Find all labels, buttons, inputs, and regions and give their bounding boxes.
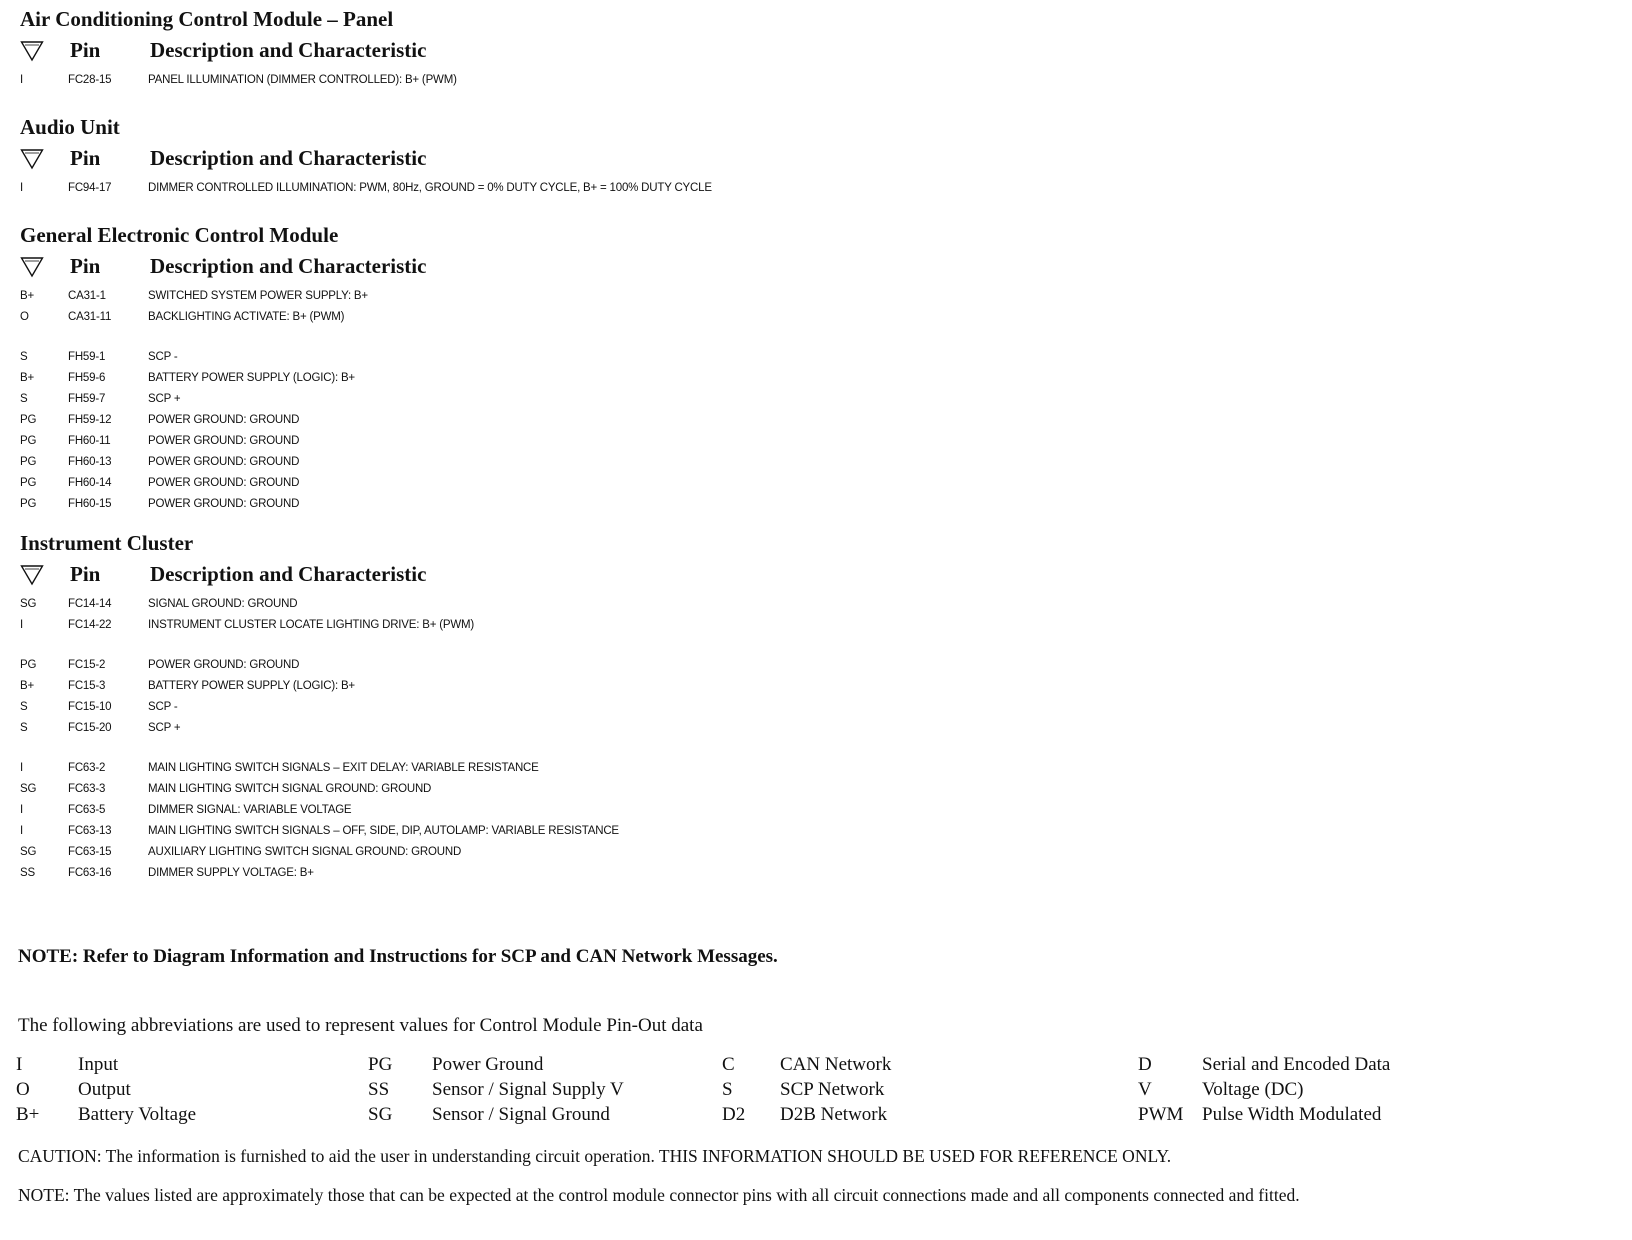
abbreviations-intro: The following abbreviations are used to represent values for Control Module Pin-Out data — [18, 1015, 703, 1036]
column-header — [20, 252, 1580, 286]
signal-type: PG — [20, 477, 37, 489]
abbreviation-code: SG — [368, 1104, 393, 1125]
signal-type: SG — [20, 598, 37, 610]
pin-description: BACKLIGHTING ACTIVATE: B+ (PWM) — [148, 311, 345, 323]
caution-note: CAUTION: The information is furnished to aid the user in understanding circuit operation. THIS INFORMATION SHOULD BE USED FOR REFERENCE ONLY. — [18, 1146, 1172, 1166]
pin-id: FC28-15 — [68, 74, 112, 86]
pin-description: DIMMER SIGNAL: VARIABLE VOLTAGE — [148, 804, 352, 816]
group-spacer — [20, 739, 1580, 758]
signal-type: I — [20, 804, 23, 816]
abbreviation-label: Sensor / Signal Ground — [432, 1104, 610, 1125]
pin-description: SCP + — [148, 393, 181, 405]
signal-type: B+ — [20, 680, 34, 692]
abbreviation-code: V — [1138, 1079, 1152, 1100]
pin-id: FC63-5 — [68, 804, 106, 816]
table-row — [20, 800, 1580, 821]
abbreviation-label: Serial and Encoded Data — [1202, 1054, 1391, 1075]
table-row — [20, 307, 1580, 328]
table-row — [20, 779, 1580, 800]
module-section — [20, 6, 1580, 91]
pin-id: FH59-7 — [68, 393, 106, 405]
signal-type: S — [20, 722, 28, 734]
abbreviation-code: D — [1138, 1054, 1152, 1075]
pin-id: FH60-14 — [68, 477, 112, 489]
table-row — [20, 410, 1580, 431]
module-section — [20, 222, 1580, 515]
signal-type: I — [20, 182, 23, 194]
signal-type: I — [20, 825, 23, 837]
signal-type: S — [20, 351, 28, 363]
pin-description: DIMMER SUPPLY VOLTAGE: B+ — [148, 867, 314, 879]
pin-id: FC15-3 — [68, 680, 106, 692]
pin-description: POWER GROUND: GROUND — [148, 435, 300, 447]
pin-description: PANEL ILLUMINATION (DIMMER CONTROLLED): B+ (PWM) — [148, 74, 457, 86]
description-column-heading: Description and Characteristic — [150, 254, 427, 278]
signal-type: SG — [20, 783, 37, 795]
abbreviation-code: O — [16, 1079, 30, 1100]
table-row — [20, 697, 1580, 718]
signal-type: S — [20, 393, 28, 405]
description-column-heading: Description and Characteristic — [150, 562, 427, 586]
table-row — [20, 389, 1580, 410]
section-title: Air Conditioning Control Module – Panel — [20, 7, 394, 31]
pin-description: DIMMER CONTROLLED ILLUMINATION: PWM, 80Hz, GROUND = 0% DUTY CYCLE, B+ = 100% DUTY CYCLE — [148, 182, 712, 194]
signal-type: O — [20, 311, 29, 323]
table-row — [20, 842, 1580, 863]
type-triangle-icon — [20, 148, 44, 170]
abbreviations-legend — [16, 1052, 1616, 1132]
pin-id: FH60-13 — [68, 456, 112, 468]
pin-description: SCP + — [148, 722, 181, 734]
pin-table — [20, 286, 1580, 515]
section-title: Audio Unit — [20, 115, 120, 139]
abbreviation-label: SCP Network — [780, 1079, 885, 1100]
pin-id: CA31-11 — [68, 311, 112, 323]
table-row — [20, 286, 1580, 307]
signal-type: SS — [20, 867, 35, 879]
pin-column-heading: Pin — [70, 562, 101, 586]
pin-description: POWER GROUND: GROUND — [148, 498, 300, 510]
abbreviation-code: B+ — [16, 1104, 40, 1125]
type-triangle-icon — [20, 40, 44, 62]
network-note: NOTE: Refer to Diagram Information and Instructions for SCP and CAN Network Messages. — [18, 946, 778, 967]
pin-id: FC63-13 — [68, 825, 112, 837]
abbreviation-label: Pulse Width Modulated — [1202, 1104, 1382, 1125]
signal-type: SG — [20, 846, 37, 858]
pin-table — [20, 70, 1580, 91]
pin-id: FC15-10 — [68, 701, 112, 713]
table-row — [20, 718, 1580, 739]
pin-id: FC63-3 — [68, 783, 106, 795]
pin-id: FH59-12 — [68, 414, 112, 426]
signal-type: PG — [20, 659, 37, 671]
signal-type: PG — [20, 456, 37, 468]
pin-id: FC14-22 — [68, 619, 112, 631]
pin-description: POWER GROUND: GROUND — [148, 659, 300, 671]
abbreviation-label: Output — [78, 1079, 131, 1100]
pin-id: FC63-2 — [68, 762, 106, 774]
signal-type: PG — [20, 498, 37, 510]
pin-description: POWER GROUND: GROUND — [148, 477, 300, 489]
table-row — [20, 473, 1580, 494]
abbreviation-code: D2 — [722, 1104, 746, 1125]
abbreviation-code: SS — [368, 1079, 390, 1100]
type-triangle-icon — [20, 564, 44, 586]
module-section — [20, 530, 1580, 884]
abbreviation-label: Power Ground — [432, 1054, 544, 1075]
abbreviation-code: C — [722, 1054, 735, 1075]
abbreviation-code: PWM — [1138, 1104, 1184, 1125]
pin-id: FH59-6 — [68, 372, 106, 384]
group-spacer — [20, 636, 1580, 655]
pin-column-heading: Pin — [70, 146, 101, 170]
description-column-heading: Description and Characteristic — [150, 146, 427, 170]
table-row — [20, 431, 1580, 452]
table-row — [20, 758, 1580, 779]
pin-description: BATTERY POWER SUPPLY (LOGIC): B+ — [148, 680, 355, 692]
table-row — [20, 655, 1580, 676]
abbreviation-label: Sensor / Signal Supply V — [432, 1079, 624, 1100]
pin-id: FH59-1 — [68, 351, 106, 363]
signal-type: I — [20, 619, 23, 631]
pin-id: FC63-16 — [68, 867, 112, 879]
section-title: Instrument Cluster — [20, 531, 194, 555]
column-header — [20, 144, 1580, 178]
abbreviation-code: I — [16, 1054, 23, 1075]
column-header — [20, 36, 1580, 70]
pin-column-heading: Pin — [70, 38, 101, 62]
table-row — [20, 70, 1580, 91]
pin-description: POWER GROUND: GROUND — [148, 456, 300, 468]
abbreviation-code: PG — [368, 1054, 393, 1075]
signal-type: B+ — [20, 290, 34, 302]
pin-description: MAIN LIGHTING SWITCH SIGNALS – OFF, SIDE, DIP, AUTOLAMP: VARIABLE RESISTANCE — [148, 825, 619, 837]
signal-type: PG — [20, 435, 37, 447]
pin-description: AUXILIARY LIGHTING SWITCH SIGNAL GROUND: GROUND — [148, 846, 462, 858]
signal-type: I — [20, 762, 23, 774]
pin-description: MAIN LIGHTING SWITCH SIGNAL GROUND: GROUND — [148, 783, 432, 795]
table-row — [20, 676, 1580, 697]
module-section — [20, 114, 1580, 199]
signal-type: B+ — [20, 372, 34, 384]
pin-id: FC14-14 — [68, 598, 112, 610]
table-row — [20, 821, 1580, 842]
pin-id: CA31-1 — [68, 290, 106, 302]
pin-id: FH60-15 — [68, 498, 112, 510]
pin-description: SWITCHED SYSTEM POWER SUPPLY: B+ — [148, 290, 368, 302]
pin-id: FC15-20 — [68, 722, 112, 734]
pin-id: FH60-11 — [68, 435, 111, 447]
pin-description: SIGNAL GROUND: GROUND — [148, 598, 298, 610]
pin-description: SCP - — [148, 351, 178, 363]
table-row — [20, 452, 1580, 473]
group-spacer — [20, 328, 1580, 347]
pin-description: SCP - — [148, 701, 178, 713]
pin-description: MAIN LIGHTING SWITCH SIGNALS – EXIT DELAY: VARIABLE RESISTANCE — [148, 762, 539, 774]
abbreviation-label: D2B Network — [780, 1104, 888, 1125]
table-row — [20, 347, 1580, 368]
section-title: General Electronic Control Module — [20, 223, 339, 247]
abbreviation-label: Battery Voltage — [78, 1104, 197, 1125]
pin-table — [20, 178, 1580, 199]
pin-id: FC15-2 — [68, 659, 106, 671]
pin-id: FC63-15 — [68, 846, 112, 858]
pin-column-heading: Pin — [70, 254, 101, 278]
pin-table — [20, 594, 1580, 884]
abbreviation-code: S — [722, 1079, 733, 1100]
description-column-heading: Description and Characteristic — [150, 38, 427, 62]
abbreviation-label: Input — [78, 1054, 119, 1075]
values-note: NOTE: The values listed are approximately those that can be expected at the control module connector pins with all circuit connections made and all components connected and fitted. — [18, 1185, 1300, 1205]
pin-id: FC94-17 — [68, 182, 112, 194]
signal-type: I — [20, 74, 23, 86]
table-row — [20, 178, 1580, 199]
column-header — [20, 560, 1580, 594]
table-row — [20, 615, 1580, 636]
table-row — [20, 863, 1580, 884]
abbreviation-label: Voltage (DC) — [1202, 1079, 1304, 1100]
pin-description: BATTERY POWER SUPPLY (LOGIC): B+ — [148, 372, 355, 384]
type-triangle-icon — [20, 256, 44, 278]
table-row — [20, 494, 1580, 515]
signal-type: S — [20, 701, 28, 713]
table-row — [20, 594, 1580, 615]
abbreviation-label: CAN Network — [780, 1054, 892, 1075]
pin-description: INSTRUMENT CLUSTER LOCATE LIGHTING DRIVE: B+ (PWM) — [148, 619, 474, 631]
pin-description: POWER GROUND: GROUND — [148, 414, 300, 426]
table-row — [20, 368, 1580, 389]
signal-type: PG — [20, 414, 37, 426]
